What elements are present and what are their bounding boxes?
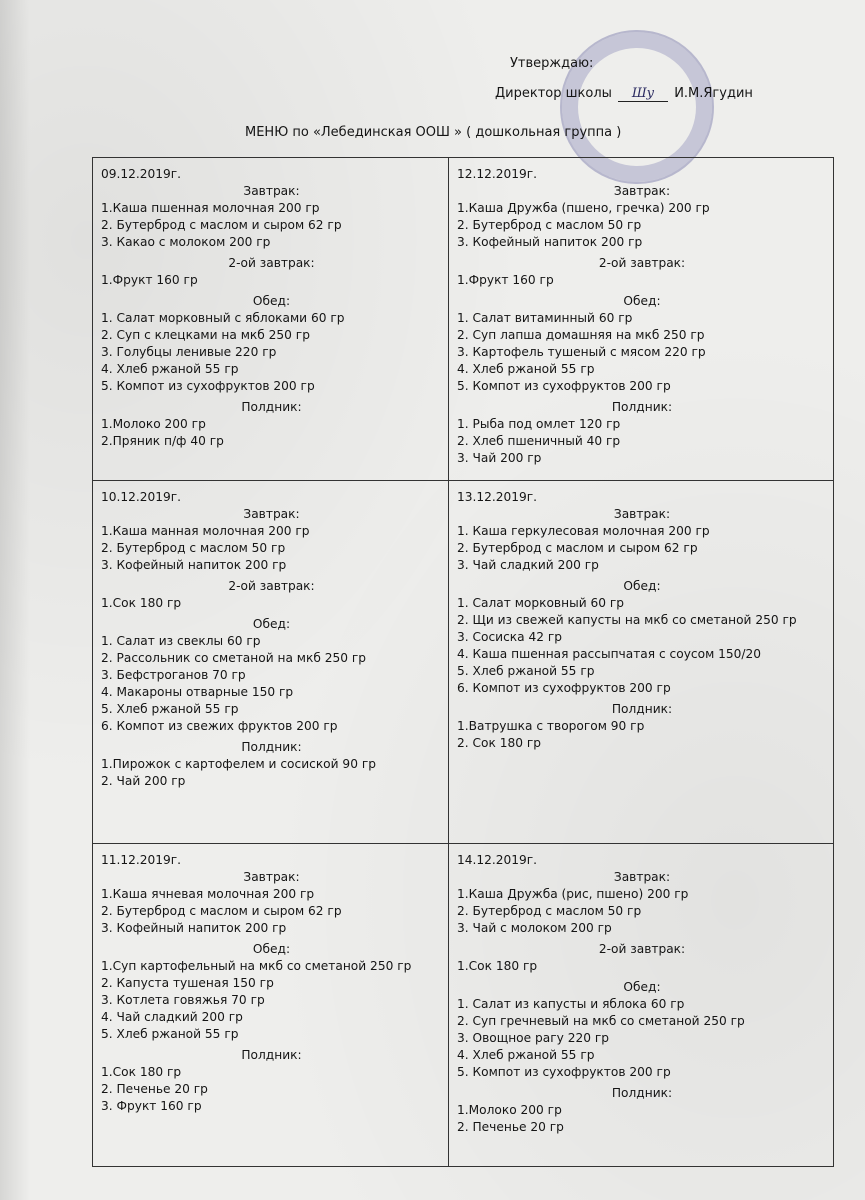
menu-item: 3. Чай 200 гр [457,451,542,465]
meal-section-title: Завтрак: [613,870,671,884]
day-date: 14.12.2019г. [457,853,538,867]
director-line [495,86,753,102]
meal-section-title: Полдник: [241,400,302,414]
menu-item: 5. Компот из сухофруктов 200 гр [457,379,671,393]
menu-item: 1. Каша геркулесовая молочная 200 гр [457,524,710,538]
menu-item: 1.Молоко 200 гр [457,1103,562,1117]
menu-item: 1. Салат из свеклы 60 гр [101,634,261,648]
meal-section-title: Завтрак: [243,184,300,198]
menu-item: 2. Печенье 20 гр [457,1120,564,1134]
menu-item: 1.Каша Дружба (пшено, гречка) 200 гр [457,201,710,215]
menu-item: 1.Сок 180 гр [457,959,538,973]
meal-section-title: Полдник: [611,702,673,716]
menu-item: 3. Фрукт 160 гр [101,1099,202,1113]
menu-item: 4. Хлеб ржаной 55 гр [101,362,239,376]
menu-item: 6. Компот из свежих фруктов 200 гр [101,719,338,733]
day-cell [449,481,833,844]
menu-item: 2. Суп гречневый на мкб со сметаной 250 гр [457,1014,745,1028]
menu-item: 1. Рыба под омлет 120 гр [457,417,621,431]
menu-item: 4. Хлеб ржаной 55 гр [457,1048,595,1062]
menu-item: 5. Хлеб ржаной 55 гр [101,702,239,716]
day-date: 11.12.2019г. [101,853,182,867]
menu-item: 5. Хлеб ржаной 55 гр [101,1027,239,1041]
meal-section-title: 2-ой завтрак: [598,256,686,270]
director-signature: Шу [618,86,668,102]
menu-item: 3. Кофейный напиток 200 гр [101,558,287,572]
menu-item: 4. Чай сладкий 200 гр [101,1010,243,1024]
menu-item: 1.Каша ячневая молочная 200 гр [101,887,315,901]
meal-section-title: Обед: [252,294,291,308]
menu-item: 2. Бутерброд с маслом и сыром 62 гр [101,904,342,918]
menu-item: 2. Хлеб пшеничный 40 гр [457,434,621,448]
meal-section-title: Полдник: [241,1048,302,1062]
menu-item: 6. Компот из сухофруктов 200 гр [457,681,671,695]
menu-item: 3. Голубцы ленивые 220 гр [101,345,277,359]
day-date: 13.12.2019г. [457,490,538,504]
menu-item: 2. Сок 180 гр [457,736,541,750]
day-date: 09.12.2019г. [101,167,182,181]
day-cell [93,481,449,844]
menu-item: 1. Салат морковный с яблоками 60 гр [101,311,345,325]
menu-item: 3. Кофейный напиток 200 гр [101,921,287,935]
menu-item: 4. Макароны отварные 150 гр [101,685,294,699]
day-cell [93,844,449,1166]
menu-item: 2. Щи из свежей капусты на мкб со сметаной 250 гр [457,613,797,627]
menu-item: 5. Хлеб ржаной 55 гр [457,664,595,678]
meal-section-title: Завтрак: [243,870,300,884]
menu-item: 1.Ватрушка с творогом 90 гр [457,719,645,733]
menu-item: 3. Сосиска 42 гр [457,630,563,644]
day-date: 12.12.2019г. [457,167,538,181]
menu-item: 5. Компот из сухофруктов 200 гр [457,1065,671,1079]
menu-item: 1.Фрукт 160 гр [457,273,554,287]
meal-section-title: Завтрак: [613,507,671,521]
menu-item: 4. Хлеб ржаной 55 гр [457,362,595,376]
day-cell [449,844,833,1166]
meal-section-title: Обед: [252,617,291,631]
meal-section-title: Полдник: [611,400,673,414]
meal-section-title: Завтрак: [243,507,300,521]
director-title: Директор школы [495,86,612,101]
menu-item: 3. Бефстроганов 70 гр [101,668,246,682]
menu-item: 3. Какао с молоком 200 гр [101,235,271,249]
approval-label: Утверждаю: [510,56,594,71]
meal-section-title: Обед: [623,294,661,308]
menu-item: 3. Овощное рагу 220 гр [457,1031,609,1045]
meal-section-title: Обед: [252,942,291,956]
menu-item: 2. Рассольник со сметаной на мкб 250 гр [101,651,367,665]
meal-section-title: Полдник: [611,1086,673,1100]
menu-item: 1.Каша Дружба (рис, пшено) 200 гр [457,887,689,901]
meal-section-title: 2-ой завтрак: [228,256,315,270]
menu-item: 2.Пряник п/ф 40 гр [101,434,224,448]
director-name: И.М.Ягудин [674,86,753,101]
day-cell [449,158,833,481]
menu-item: 1. Салат морковный 60 гр [457,596,625,610]
menu-item: 1. Салат витаминный 60 гр [457,311,633,325]
menu-item: 1.Сок 180 гр [101,596,182,610]
menu-item: 2. Бутерброд с маслом и сыром 62 гр [457,541,698,555]
menu-item: 3. Котлета говяжья 70 гр [101,993,265,1007]
menu-item: 2. Капуста тушеная 150 гр [101,976,274,990]
menu-item: 1.Суп картофельный на мкб со сметаной 250 гр [101,959,412,973]
menu-item: 2. Суп лапша домашняя на мкб 250 гр [457,328,705,342]
menu-item: 3. Чай с молоком 200 гр [457,921,612,935]
meal-section-title: 2-ой завтрак: [228,579,315,593]
menu-item: 4. Каша пшенная рассыпчатая с соусом 150/20 [457,647,762,661]
menu-item: 3. Картофель тушеный с мясом 220 гр [457,345,706,359]
menu-item: 2. Бутерброд с маслом 50 гр [457,904,642,918]
menu-item: 1.Фрукт 160 гр [101,273,198,287]
menu-item: 2. Печенье 20 гр [101,1082,208,1096]
menu-item: 1. Салат из капусты и яблока 60 гр [457,997,685,1011]
meal-section-title: Обед: [623,980,661,994]
menu-item: 3. Кофейный напиток 200 гр [457,235,643,249]
menu-item: 2. Чай 200 гр [101,774,186,788]
meal-section-title: Обед: [623,579,661,593]
menu-item: 5. Компот из сухофруктов 200 гр [101,379,315,393]
meal-section-title: Завтрак: [613,184,671,198]
menu-item: 1.Каша пшенная молочная 200 гр [101,201,320,215]
menu-item: 2. Бутерброд с маслом 50 гр [101,541,286,555]
meal-section-title: Полдник: [241,740,302,754]
menu-item: 1.Пирожок с картофелем и сосиской 90 гр [101,757,376,771]
meal-section-title: 2-ой завтрак: [598,942,686,956]
menu-item: 1.Каша манная молочная 200 гр [101,524,310,538]
day-date: 10.12.2019г. [101,490,182,504]
menu-item: 2. Бутерброд с маслом и сыром 62 гр [101,218,342,232]
menu-item: 1.Молоко 200 гр [101,417,206,431]
menu-item: 1.Сок 180 гр [101,1065,182,1079]
day-cell [93,158,449,481]
menu-table [92,157,834,1167]
menu-item: 2. Суп с клецками на мкб 250 гр [101,328,310,342]
menu-item: 2. Бутерброд с маслом 50 гр [457,218,642,232]
menu-title: МЕНЮ по «Лебединская ООШ » ( дошкольная группа ) [245,125,622,140]
menu-item: 3. Чай сладкий 200 гр [457,558,599,572]
